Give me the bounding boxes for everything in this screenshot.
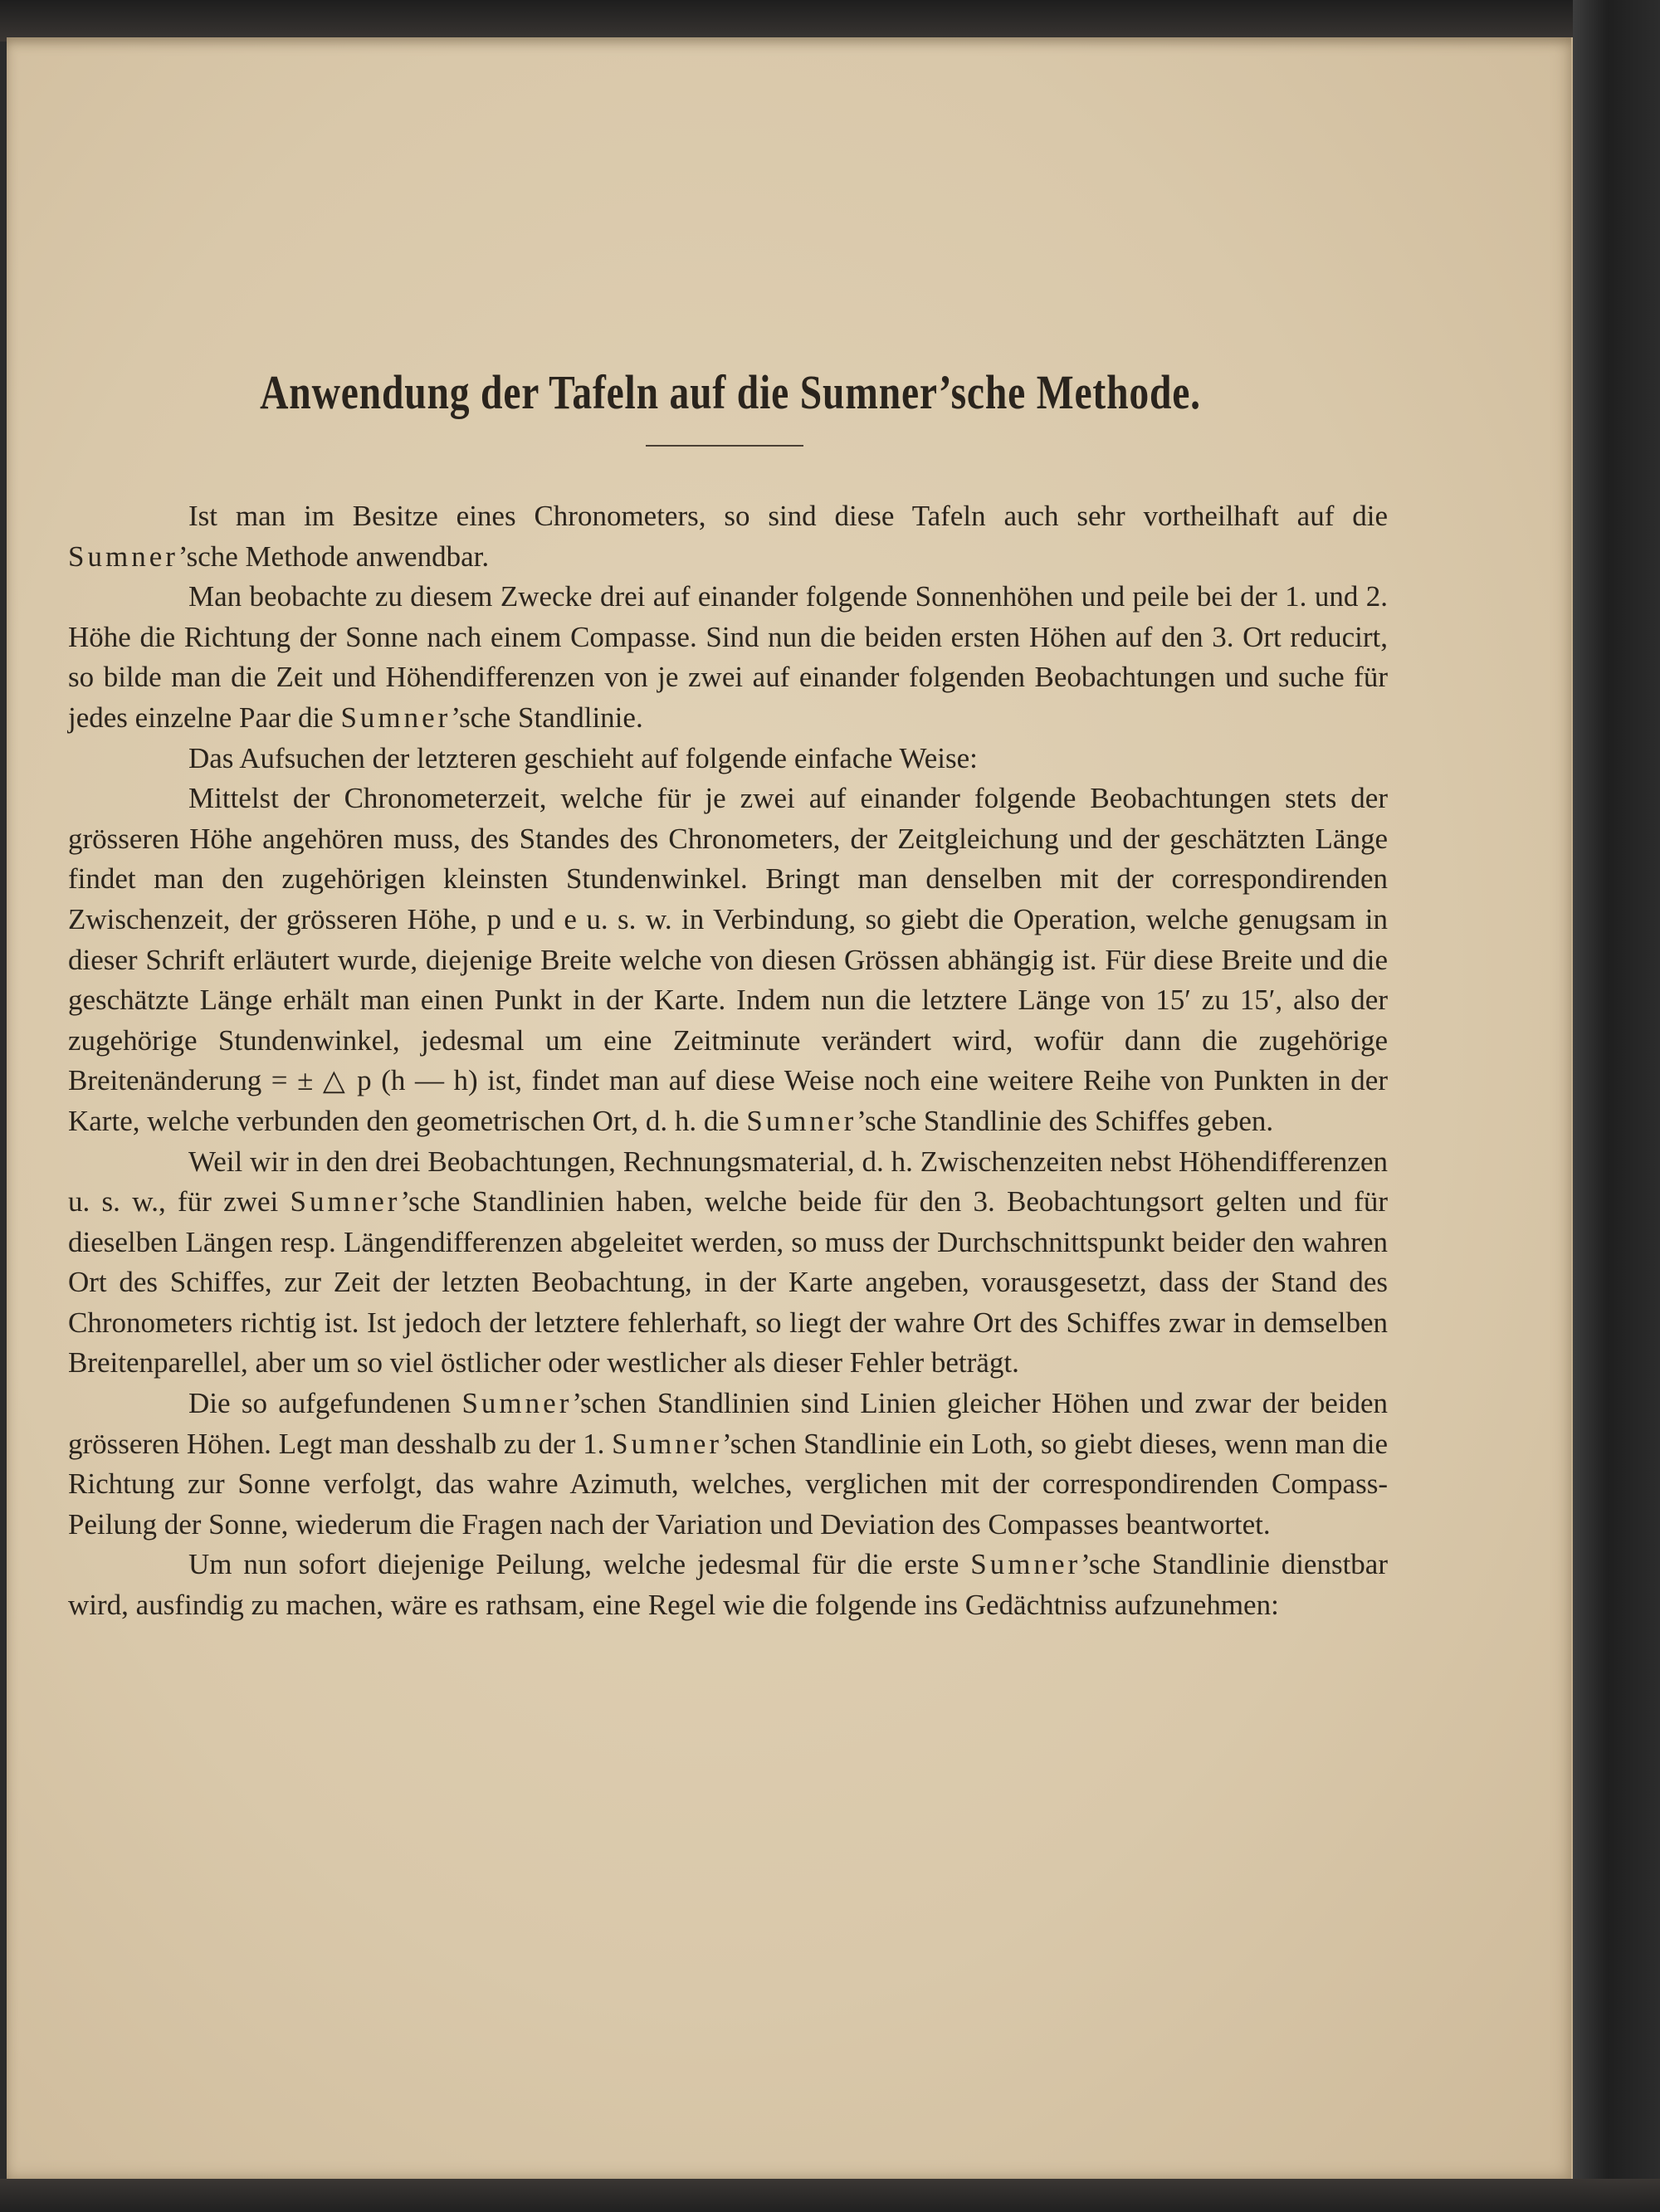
paragraph-1: Ist man im Besitze eines Chronometers, so sind diese Tafeln auch sehr vortheilhaft auf die Sumner’sche Methode anwendbar.	[68, 500, 1388, 573]
paragraph-7: Um nun sofort diejenige Peilung, welche jedesmal für die erste Sumner’sche Standlinie dienstbar wird, ausfindig zu machen, wäre es rathsam, eine Regel wie die folgende ins Gedächtniss aufzunehmen:	[68, 1548, 1388, 1622]
book-spine	[1573, 0, 1660, 2212]
spaced-name: Sumner	[746, 1104, 857, 1137]
scan-frame-top	[0, 0, 1660, 42]
paragraph-6: Die so aufgefundenen Sumner’schen Standlinien sind Linien gleicher Höhen und zwar der beiden grösseren Höhen. Legt man desshalb zu der 1. Sumner’schen Standlinie ein Loth, so giebt dieses, wenn man die Richtung zur Sonne verfolgt, das wahre Azimuth, welches, verglichen mit der correspondirenden Compass-Peilung der Sonne, wiederum die Fragen nach der Variation und Deviation des Compasses beantwortet.	[68, 1387, 1388, 1541]
spaced-name: Sumner	[461, 1387, 573, 1420]
spaced-name: Sumner	[612, 1427, 723, 1460]
body-text	[68, 496, 1388, 1626]
spaced-name: Sumner	[290, 1185, 401, 1218]
paragraph-3: Das Aufsuchen der letzteren geschieht auf folgende einfache Weise:	[188, 741, 978, 774]
title-divider	[646, 445, 803, 447]
scan-frame-bottom	[0, 2179, 1660, 2212]
spaced-name: Sumner	[68, 540, 178, 573]
paragraph-5: Weil wir in den drei Beobachtungen, Rechnungsmaterial, d. h. Zwischenzeiten nebst Höhendifferenzen u. s. w., für zwei Sumner’sche Standlinien haben, welche beide für den 3. Beobachtungsort gelten und für dieselben Längen resp. Längendifferenzen abgeleitet werden, so muss der Durchschnittspunkt beider den wahren Ort des Schiffes, zur Zeit der letzten Beobachtung, in der Karte angeben, vorausgesetzt, dass der Stand des Chronometers richtig ist. Ist jedoch der letztere fehlerhaft, so liegt der wahre Ort des Schiffes zwar in demselben Breitenparellel, aber um so viel östlicher oder westlicher als dieser Fehler beträgt.	[68, 1145, 1388, 1379]
page-title: Anwendung der Tafeln auf die Sumner’sche Methode.	[260, 364, 1201, 419]
paragraph-4: Mittelst der Chronometerzeit, welche für je zwei auf einander folgende Beobachtungen stets der grösseren Höhe angehören muss, des Standes des Chronometers, der Zeitgleichung und der geschätzten Länge findet man den zugehörigen kleinsten Stundenwinkel. Bringt man denselben mit der correspondirenden Zwischenzeit, der grösseren Höhe, p und e u. s. w. in Verbindung, so giebt die Operation, welche genugsam in dieser Schrift erläutert wurde, diejenige Breite welche von diesen Grössen abhängig ist. Für diese Breite und die geschätzte Länge erhält man einen Punkt in der Karte. Indem nun die letztere Länge von 15′ zu 15′, also der zugehörige Stundenwinkel, jedesmal um eine Zeitminute verändert wird, wofür dann die zugehörige Breitenänderung = ± △ p (h — h) ist, findet man auf diese Weise noch eine weitere Reihe von Punkten in der Karte, welche verbunden den geometrischen Ort, d. h. die Sumner’sche Standlinie des Schiffes geben.	[68, 782, 1388, 1137]
spaced-name: Sumner	[340, 701, 452, 734]
spaced-name: Sumner	[970, 1548, 1081, 1581]
paragraph-2: Man beobachte zu diesem Zwecke drei auf einander folgende Sonnenhöhen und peile bei der 1. und 2. Höhe die Richtung der Sonne nach einem Compasse. Sind nun die beiden ersten Höhen auf den 3. Ort reducirt, so bilde man die Zeit und Höhendifferenzen von je zwei auf einander folgenden Beobachtungen und suche für jedes einzelne Paar die Sumner’sche Standlinie.	[68, 580, 1388, 734]
